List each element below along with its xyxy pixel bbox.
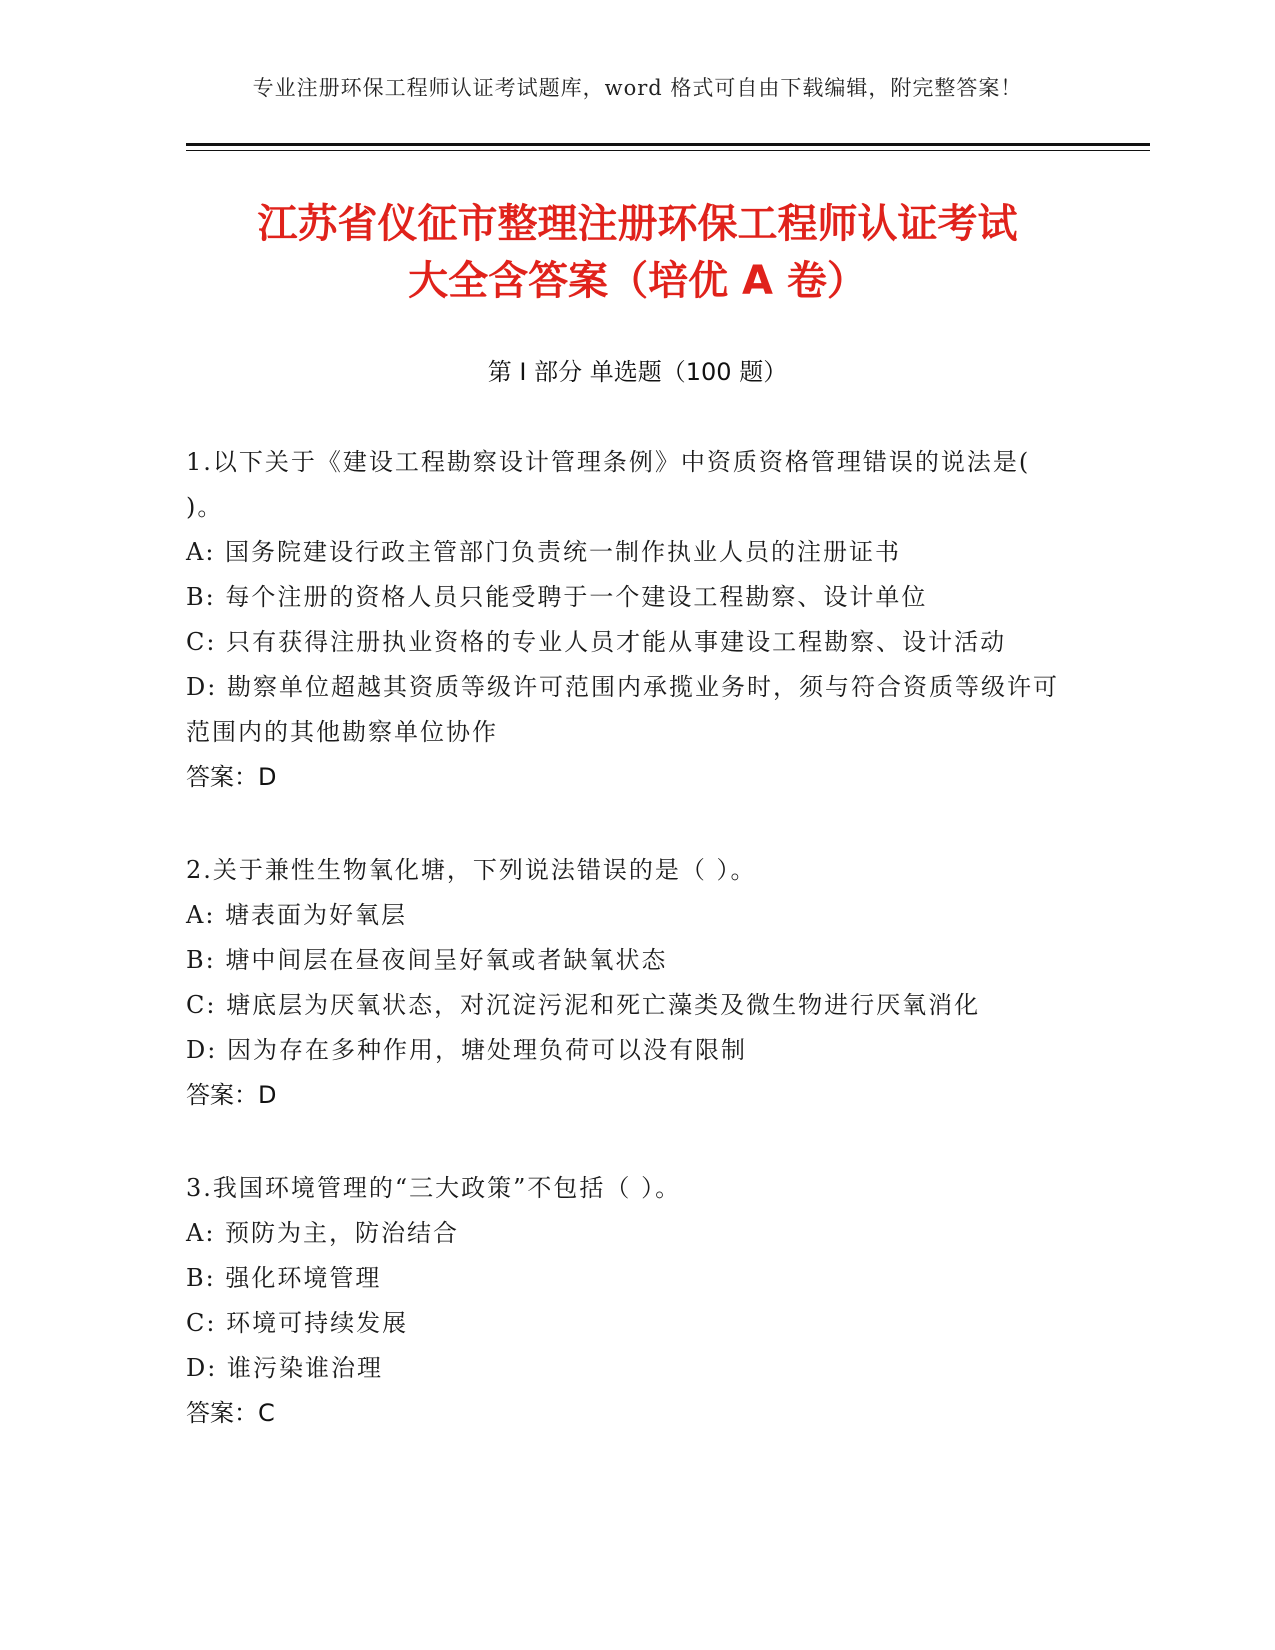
option-d: D: 因为存在多种作用，塘处理负荷可以没有限制 [186,1036,747,1064]
option-d: D: 勘察单位超越其资质等级许可范围内承揽业务时，须与符合资质等级许可范围内的其他勘察单位协作 [186,673,1059,746]
question-stem: 2.关于兼性生物氧化塘，下列说法错误的是（ ）。 [186,856,757,884]
option-c: C: 环境可持续发展 [186,1309,409,1337]
option-c: C: 塘底层为厌氧状态，对沉淀污泥和死亡藻类及微生物进行厌氧消化 [186,991,981,1019]
option-a: A: 塘表面为好氧层 [186,901,408,929]
answer: 答案：D [186,1081,277,1109]
document-title-line-2: 大全含答案（培优 A 卷） [408,258,867,304]
question-1 [186,440,1066,800]
answer: 答案：D [186,763,277,791]
option-b: B: 塘中间层在昼夜间呈好氧或者缺氧状态 [186,946,668,974]
option-b: B: 每个注册的资格人员只能受聘于一个建设工程勘察、设计单位 [186,583,928,611]
document-title-line-1: 江苏省仪征市整理注册环保工程师认证考试 [257,201,1018,247]
question-2 [186,848,1066,1118]
question-stem: 1.以下关于《建设工程勘察设计管理条例》中资质资格管理错误的说法是( )。 [186,448,1031,521]
option-c: C: 只有获得注册执业资格的专业人员才能从事建设工程勘察、设计活动 [186,628,1007,656]
document-title [150,196,1125,310]
question-stem: 3.我国环境管理的“三大政策”不包括（ ）。 [186,1174,682,1202]
question-list [186,440,1066,1484]
answer: 答案：C [186,1399,275,1427]
option-a: A: 国务院建设行政主管部门负责统一制作执业人员的注册证书 [186,538,902,566]
option-d: D: 谁污染谁治理 [186,1354,383,1382]
header-rule-thick [186,143,1150,146]
header-rule-thin [186,150,1150,151]
section-title: 第 I 部分 单选题（100 题） [487,358,788,386]
question-3 [186,1166,1066,1436]
header-note: 专业注册环保工程师认证考试题库，word 格式可自由下载编辑，附完整答案！ [252,76,1023,100]
option-a: A: 预防为主，防治结合 [186,1219,460,1247]
option-b: B: 强化环境管理 [186,1264,382,1292]
